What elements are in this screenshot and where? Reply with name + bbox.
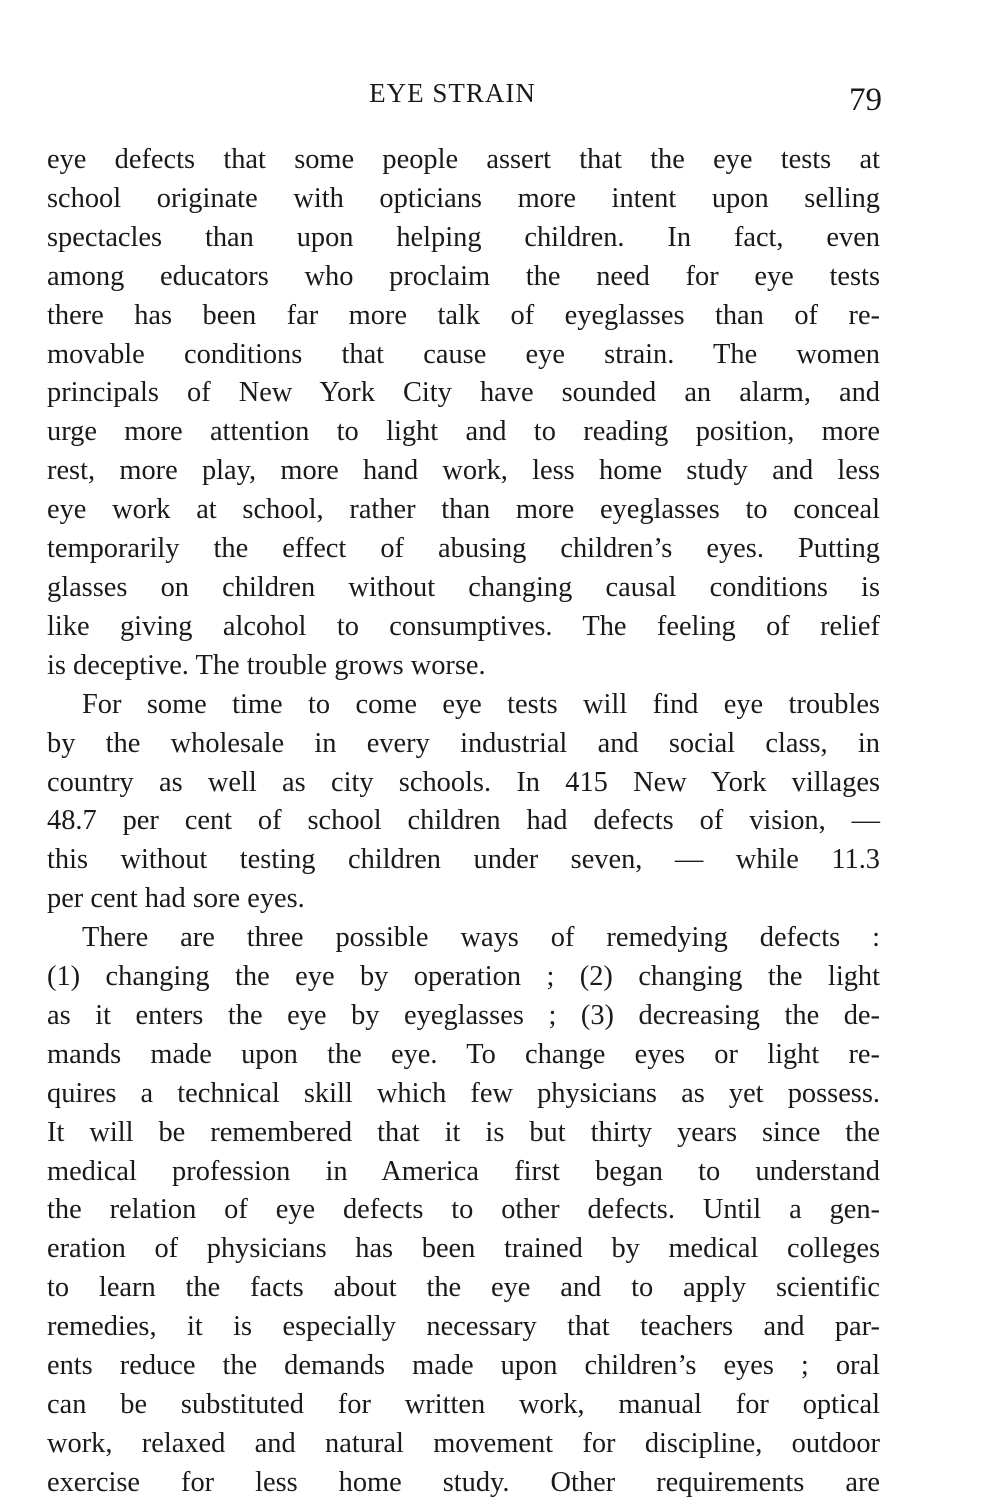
- text-line: work, relaxed and natural movement for discipline, outdoor: [47, 1427, 880, 1459]
- text-line: can be substituted for written work, manual for optical: [47, 1389, 880, 1420]
- paragraph: [47, 686, 880, 919]
- paragraph: [47, 919, 880, 1503]
- text-line: quires a technical skill which few physicians as yet possess.: [47, 1077, 880, 1109]
- text-line: school originate with opticians more intent upon selling: [47, 182, 880, 214]
- body-text: [47, 141, 880, 1503]
- text-line: urge more attention to light and to reading position, more: [47, 416, 880, 448]
- text-line: remedies, it is especially necessary that teachers and par-: [47, 1311, 880, 1343]
- page-number: 79: [849, 82, 882, 118]
- text-line: by the wholesale in every industrial and social class, in: [47, 727, 880, 759]
- text-line: among educators who proclaim the need for eye tests: [47, 260, 880, 292]
- text-line: 48.7 per cent of school children had defects of vision, —: [47, 805, 880, 837]
- text-line: principals of New York City have sounded an alarm, and: [47, 377, 880, 409]
- text-line: country as well as city schools. In 415 New York villages: [47, 766, 880, 798]
- running-head: [0, 78, 1000, 118]
- text-line: medical profession in America first began to understand: [47, 1155, 880, 1187]
- text-line: temporarily the effect of abusing children’s eyes. Putting: [47, 533, 880, 565]
- text-line: as it enters the eye by eyeglasses ; (3) decreasing the de-: [47, 999, 880, 1031]
- text-line: ents reduce the demands made upon children’s eyes ; oral: [47, 1350, 880, 1382]
- text-line: per cent had sore eyes.: [47, 883, 305, 915]
- text-line: the relation of eye defects to other defects. Until a gen-: [47, 1194, 880, 1226]
- running-title: EYE STRAIN: [369, 78, 536, 108]
- text-line: (1) changing the eye by operation ; (2) changing the light: [47, 961, 880, 993]
- paragraph: [47, 141, 880, 686]
- text-line: It will be remembered that it is but thirty years since the: [47, 1116, 880, 1148]
- text-line: to learn the facts about the eye and to apply scientific: [47, 1272, 880, 1304]
- text-line: like giving alcohol to consumptives. The feeling of relief: [47, 610, 880, 642]
- text-line: For some time to come eye tests will find eye troubles: [82, 688, 880, 720]
- text-line: spectacles than upon helping children. In fact, even: [47, 221, 880, 253]
- text-line: mands made upon the eye. To change eyes or light re-: [47, 1038, 880, 1070]
- text-line: there has been far more talk of eyeglasses than of re-: [47, 299, 880, 331]
- text-line: There are three possible ways of remedying defects :: [82, 922, 880, 954]
- text-line: rest, more play, more hand work, less home study and less: [47, 455, 880, 487]
- text-line: eye work at school, rather than more eyeglasses to conceal: [47, 494, 880, 526]
- text-line: eye defects that some people assert that the eye tests at: [47, 144, 880, 175]
- text-line: movable conditions that cause eye strain. The women: [47, 338, 880, 370]
- text-line: glasses on children without changing causal conditions is: [47, 571, 880, 603]
- text-line: is deceptive. The trouble grows worse.: [47, 649, 486, 681]
- text-line: exercise for less home study. Other requirements are: [47, 1466, 880, 1498]
- text-line: this without testing children under seven, — while 11.3: [47, 844, 880, 876]
- text-line: eration of physicians has been trained by medical colleges: [47, 1233, 880, 1265]
